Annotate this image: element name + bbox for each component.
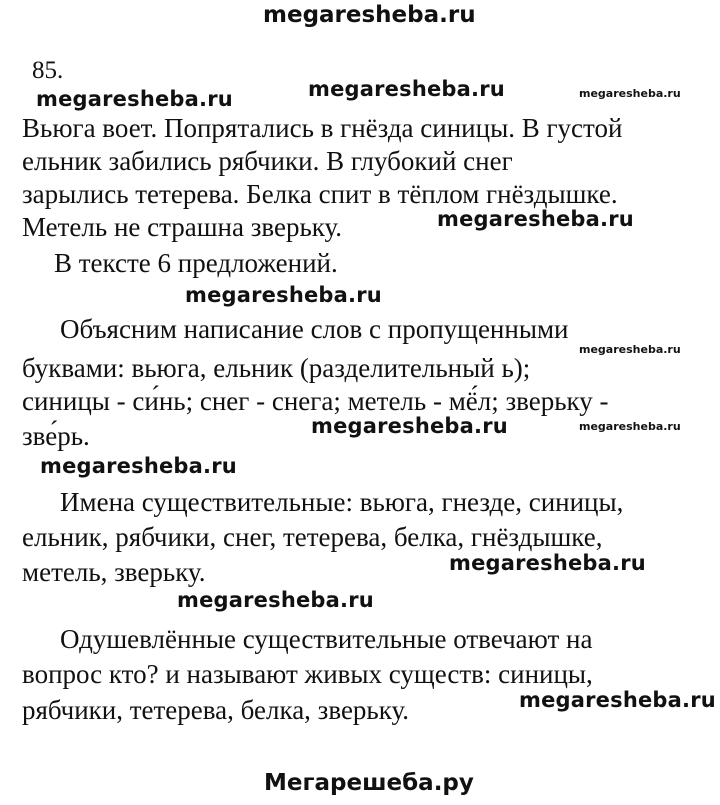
text-line: Вьюга воет. Попрятались в гнёзда синицы. В густой: [22, 113, 623, 143]
text-line: рябчики, тетерева, белка, зверьку.: [22, 695, 410, 725]
sentence-count: В тексте 6 предложений.: [54, 248, 338, 278]
header-watermark: megaresheba.ru: [263, 2, 476, 28]
text-line: метель, зверьку.: [22, 557, 206, 587]
watermark: megaresheba.ru: [437, 207, 634, 231]
watermark: megaresheba.ru: [308, 77, 505, 101]
text-line: Объясним написание слов с пропущенными: [60, 314, 569, 344]
text-line: Имена существительные: вьюга, гнезде, синицы,: [60, 487, 624, 517]
watermark: megaresheba.ru: [519, 688, 716, 712]
watermark: megaresheba.ru: [579, 343, 681, 356]
watermark: megaresheba.ru: [311, 414, 508, 438]
text-line: Одушевлённые существительные отвечают на: [60, 624, 593, 654]
text-line: ельник, рябчики, снег, тетерева, белка, гнёздышке,: [22, 522, 603, 552]
text-line: зве́рь.: [22, 421, 90, 451]
watermark: megaresheba.ru: [185, 283, 382, 307]
exercise-number: 85.: [32, 57, 64, 84]
text-line: зарылись тетерева. Белка спит в тёплом гнёздышке.: [22, 179, 618, 209]
watermark: megaresheba.ru: [40, 454, 237, 478]
watermark: megaresheba.ru: [579, 420, 681, 433]
text-line: буквами: вьюга, ельник (разделительный ь);: [22, 353, 531, 383]
text-line: ельник забились рябчики. В глубокий снег: [22, 146, 513, 176]
watermark: megaresheba.ru: [449, 551, 646, 575]
watermark: megaresheba.ru: [579, 87, 681, 100]
watermark: megaresheba.ru: [177, 588, 374, 612]
text-line: синицы - си́нь; снег - снега; метель - мё́л; зверьку -: [22, 386, 609, 416]
watermark: megaresheba.ru: [36, 87, 233, 111]
footer-watermark: Мегарешеба.ру: [264, 770, 474, 796]
text-line: Метель не страшна зверьку.: [22, 212, 343, 242]
text-line: вопрос кто? и называют живых существ: синицы,: [22, 659, 593, 689]
